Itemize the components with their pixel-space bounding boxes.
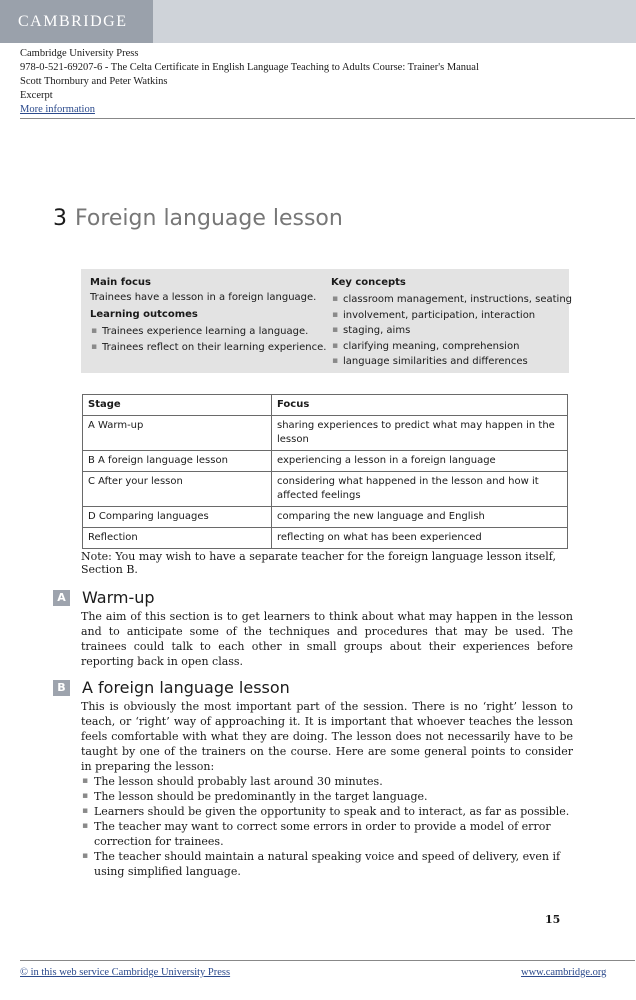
footer-divider [20,960,635,961]
table-row [83,416,568,451]
list-item: ▪ involvement, participation, interaction [331,308,563,324]
list-item: ▪ language similarities and differences [331,354,563,370]
table-row [83,507,568,528]
table-row [83,472,568,507]
table-header-row [83,395,568,416]
section-b-title: A foreign language lesson [82,678,290,697]
key-concepts-list [331,292,573,370]
main-focus-heading: Main focus [90,277,151,288]
chapter-title: Foreign language lesson [75,206,343,231]
book-authors: Scott Thornbury and Peter Watkins [20,76,168,87]
section-b-body [81,699,573,879]
table-cell: D Comparing languages [83,507,272,528]
learning-outcomes-list [90,324,327,355]
header-banner [0,0,636,43]
list-item: ▪ The teacher should maintain a natural speaking voice and speed of delivery, even if using simplified language. [81,849,573,879]
lesson-overview-box [81,269,573,373]
section-a [53,588,573,669]
header-info [20,47,479,117]
list-item: ▪ The teacher may want to correct some errors in order to provide a model of error correction for trainees. [81,819,573,849]
section-b-badge: B [53,680,70,696]
section-a-body [81,609,573,669]
stages-table [82,394,568,549]
section-a-paragraph: The aim of this section is to get learners to think about what may happen in the lesson and to anticipate some of the techniques and procedures that may be used. The trainees could talk to each other in small groups about their experiences before reporting back in open class. [81,610,573,668]
section-a-badge: A [53,590,70,606]
table-cell: B A foreign language lesson [83,451,272,472]
lesson-points-list [81,774,573,879]
book-isbn-title: 978-0-521-69207-6 - The Celta Certificate in English Language Teaching to Adults Course: Trainer's Manual [20,62,479,73]
overview-right-column [331,277,573,370]
table-row [83,528,568,549]
list-item: ▪ classroom management, instructions, seating [331,292,563,308]
page-number: 15 [545,913,561,926]
list-item: ▪ The lesson should be predominantly in the target language. [81,789,573,804]
table-header-cell: Focus [272,395,568,416]
table-cell: experiencing a lesson in a foreign language [272,451,568,472]
more-information-link[interactable]: More information [20,104,95,115]
main-focus-text: Trainees have a lesson in a foreign language. [90,292,317,303]
website-link[interactable]: www.cambridge.org [521,967,607,978]
section-note: Note: You may wish to have a separate teacher for the foreign language lesson itself, Section B. [81,550,556,576]
list-item: ▪ clarifying meaning, comprehension [331,339,563,355]
section-b [53,678,573,879]
list-item: ▪ The lesson should probably last around 30 minutes. [81,774,573,789]
excerpt-label: Excerpt [20,90,53,101]
section-b-heading [53,678,573,697]
list-item: ▪ staging, aims [331,323,563,339]
table-cell: sharing experiences to predict what may happen in the lesson [272,416,568,451]
table-cell: comparing the new language and English [272,507,568,528]
key-concepts-heading: Key concepts [331,277,406,288]
table-row [83,451,568,472]
table-header-cell: Stage [83,395,272,416]
table-cell: C After your lesson [83,472,272,507]
section-a-heading [53,588,573,607]
list-item: ▪ Trainees experience learning a language. [90,324,320,340]
copyright-link[interactable]: © in this web service Cambridge University Press [20,967,231,978]
table-cell: A Warm-up [83,416,272,451]
section-a-title: Warm-up [82,588,155,607]
chapter-heading [53,206,343,231]
publisher-logo[interactable]: CAMBRIDGE [0,0,153,43]
publisher-name: Cambridge University Press [20,48,139,59]
section-b-paragraph: This is obviously the most important part of the session. There is no ‘right’ lesson to teach, or ‘right’ way of approaching it. It is important that whoever teaches the lesson feels comfortable with what they are doing. The lesson does not necessarily have to be taught by one of the trainers on the course. Here are some general points to consider in preparing the lesson: [81,700,573,773]
table-cell: reflecting on what has been experienced [272,528,568,549]
header-divider [20,118,635,119]
list-item: ▪ Trainees reflect on their learning experience. [90,340,320,356]
learning-outcomes-heading: Learning outcomes [90,309,198,320]
table-cell: considering what happened in the lesson and how it affected feelings [272,472,568,507]
chapter-number: 3 [53,206,67,231]
overview-left-column [90,277,327,355]
table-cell: Reflection [83,528,272,549]
list-item: ▪ Learners should be given the opportunity to speak and to interact, as far as possible. [81,804,573,819]
